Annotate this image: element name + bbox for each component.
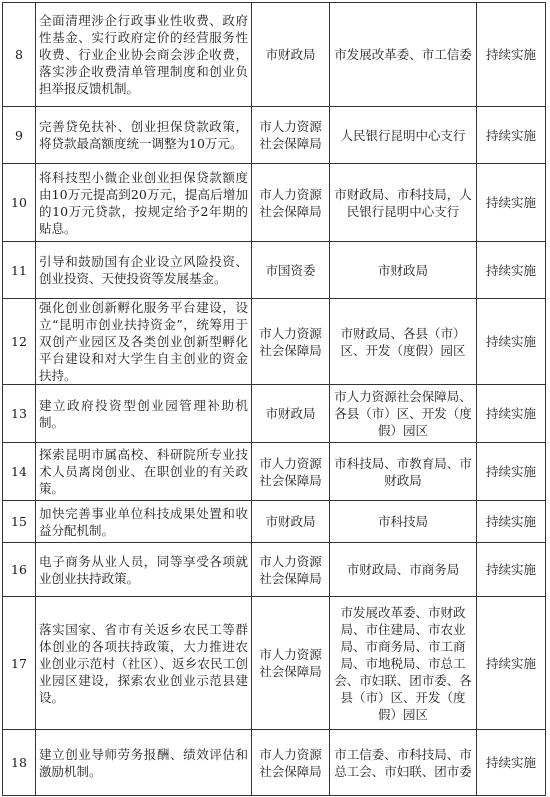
- row-number: 12: [3, 299, 36, 385]
- cooperating-departments: 市科技局: [330, 501, 477, 543]
- policy-content: 完善贷免扶补、创业担保贷款政策，将贷款最高额度统一调整为10万元。: [36, 107, 252, 164]
- lead-department: 市人力资源社会保障局: [252, 443, 330, 501]
- row-number: 16: [3, 543, 36, 597]
- cooperating-departments: 市财政局: [330, 242, 477, 299]
- policy-content: 落实国家、省市有关返乡农民工等群体创业的各项扶持政策，大力推进农业创业示范村（社区）、返乡农民工创业园区建设，探索农业创业示范县建设。: [36, 597, 252, 730]
- lead-department: 市人力资源社会保障局: [252, 164, 330, 242]
- cooperating-departments: 人民银行昆明中心支行: [330, 107, 477, 164]
- lead-department: 市人力资源社会保障局: [252, 107, 330, 164]
- cooperating-departments: 市财政局、市商务局: [330, 543, 477, 597]
- row-number: 17: [3, 597, 36, 730]
- policy-content: 将科技型小微企业创业担保贷款额度由10万元提高到20万元，提高后增加的10万元贷款，按规定给予2年期的贴息。: [36, 164, 252, 242]
- cooperating-departments: 市工信委、市科技局、市总工会、市妇联、团市委: [330, 730, 477, 796]
- implementation-status: 持续实施: [477, 730, 546, 796]
- row-number: 14: [3, 443, 36, 501]
- implementation-status: 持续实施: [477, 597, 546, 730]
- policy-content: 加快完善事业单位科技成果处置和收益分配机制。: [36, 501, 252, 543]
- row-number: 11: [3, 242, 36, 299]
- cooperating-departments: 市人力资源社会保障局、各县（市）区、开发（度假）园区: [330, 385, 477, 443]
- cooperating-departments: 市财政局、各县（市）区、开发（度假）园区: [330, 299, 477, 385]
- table-row: [3, 299, 546, 385]
- table-row: [3, 242, 546, 299]
- table-row: [3, 107, 546, 164]
- implementation-status: 持续实施: [477, 443, 546, 501]
- policy-content: 建立政府投资型创业园管理补助机制。: [36, 385, 252, 443]
- lead-department: 市财政局: [252, 501, 330, 543]
- policy-content: 建立创业导师劳务报酬、绩效评估和激励机制。: [36, 730, 252, 796]
- implementation-status: 持续实施: [477, 385, 546, 443]
- table-row: [3, 385, 546, 443]
- implementation-status: 持续实施: [477, 107, 546, 164]
- table-row: [3, 164, 546, 242]
- row-number: 9: [3, 107, 36, 164]
- table-row: [3, 543, 546, 597]
- implementation-status: 持续实施: [477, 299, 546, 385]
- lead-department: 市人力资源社会保障局: [252, 543, 330, 597]
- policy-content: 全面清理涉企行政事业性收费、政府性基金、实行政府定价的经营服务性收费、行业企业协会商会涉企收费，落实涉企收费清单管理制度和创业负担举报反馈机制。: [36, 3, 252, 107]
- table-row: [3, 501, 546, 543]
- lead-department: 市国资委: [252, 242, 330, 299]
- policy-table: [2, 2, 546, 796]
- table-row: [3, 3, 546, 107]
- cooperating-departments: 市发展改革委、市工信委: [330, 3, 477, 107]
- cooperating-departments: 市发展改革委、市财政局、市住建局、市农业局、市商务局、市工商局、市地税局、市总工会、市妇联、团市委、各县（市）区、开发（度假）园区: [330, 597, 477, 730]
- policy-content: 电子商务从业人员，同等享受各项就业创业扶持政策。: [36, 543, 252, 597]
- implementation-status: 持续实施: [477, 164, 546, 242]
- implementation-status: 持续实施: [477, 501, 546, 543]
- policy-content: 强化创业创新孵化服务平台建设，设立“昆明市创业扶持资金”，统筹用于双创产业园区及各类创业创新型孵化平台建设和对大学生自主创业的资金扶持。: [36, 299, 252, 385]
- table-row: [3, 443, 546, 501]
- lead-department: 市财政局: [252, 3, 330, 107]
- implementation-status: 持续实施: [477, 242, 546, 299]
- lead-department: 市人力资源社会保障局: [252, 597, 330, 730]
- lead-department: 市人力资源社会保障局: [252, 299, 330, 385]
- row-number: 10: [3, 164, 36, 242]
- implementation-status: 持续实施: [477, 3, 546, 107]
- row-number: 8: [3, 3, 36, 107]
- row-number: 18: [3, 730, 36, 796]
- table-row: [3, 597, 546, 730]
- lead-department: 市财政局: [252, 385, 330, 443]
- row-number: 13: [3, 385, 36, 443]
- cooperating-departments: 市财政局、市科技局，人民银行昆明中心支行: [330, 164, 477, 242]
- lead-department: 市人力资源社会保障局: [252, 730, 330, 796]
- table-row: [3, 730, 546, 796]
- policy-content: 引导和鼓励国有企业设立风险投资、创业投资、天使投资等发展基金。: [36, 242, 252, 299]
- policy-content: 探索昆明市属高校、科研院所专业技术人员离岗创业、在职创业的有关政策。: [36, 443, 252, 501]
- cooperating-departments: 市科技局、市教育局、市财政局: [330, 443, 477, 501]
- implementation-status: 持续实施: [477, 543, 546, 597]
- row-number: 15: [3, 501, 36, 543]
